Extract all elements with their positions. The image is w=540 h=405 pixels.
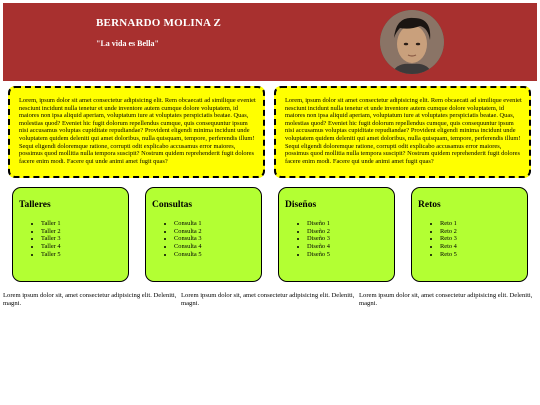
list-item: • Consulta 5	[174, 251, 257, 259]
card-talleres	[12, 187, 129, 282]
list-item: • Diseño 5	[307, 251, 390, 259]
avatar	[380, 10, 444, 74]
card-list	[152, 220, 257, 259]
list-item: • Consulta 1	[174, 220, 257, 228]
avatar-photo	[380, 10, 444, 74]
list-item: • Taller 1	[41, 220, 124, 228]
list-item: • Taller 3	[41, 235, 124, 243]
card-list	[285, 220, 390, 259]
list-item: • Diseño 2	[307, 228, 390, 236]
card-disenos	[278, 187, 395, 282]
list-item: • Consulta 3	[174, 235, 257, 243]
intro-paragraph: Lorem, ipsum dolor sit amet consectetur adipisicing elit. Rem obcaecati ad similique eveniet nesciunt incidunt nulla tenetur et unde inventore autem cumque dolore voluptatem, id maiores non ipsa aliquid aperiam, voluptatum iure at voluptates perspiciatis beatae. Quas, molestias quod? Eveniet hic fugit dolorum repellendus cumque, quis consequuntur ipsum nisi accusamus voluptas cupiditate repudiandae? Provident eligendi minima incidunt unde voluptatem quidem deleniti qui amet doloribus, nulla quisquam, tempore, perferendis illum! Sequi eligendi doloremque ratione, corrupti odit explicabo accusamus error maiores, possimus quod mollitia nulla tempora suscipit? Nostrum quidem reprehenderit fugit dolores facere enim modi. Facere qui unde animi amet fugit quas?	[19, 97, 256, 165]
list-item: • Diseño 1	[307, 220, 390, 228]
footer-text-2: Lorem ipsum dolor sit, amet consectetur adipisicing elit. Deleniti, magni.	[181, 292, 355, 307]
profile-motto: "La vida es Bella"	[96, 39, 159, 48]
list-item: • Reto 5	[440, 251, 523, 259]
list-item: • Diseño 4	[307, 243, 390, 251]
card-list	[418, 220, 523, 259]
footer-text-1: Lorem ipsum dolor sit, amet consectetur adipisicing elit. Deleniti, magni.	[3, 292, 177, 307]
card-title: Diseños	[285, 200, 317, 210]
list-item: • Consulta 4	[174, 243, 257, 251]
intro-text-box-left	[8, 86, 265, 178]
card-consultas	[145, 187, 262, 282]
list-item: • Diseño 3	[307, 235, 390, 243]
list-item: • Reto 4	[440, 243, 523, 251]
list-item: • Taller 5	[41, 251, 124, 259]
card-retos	[411, 187, 528, 282]
intro-text-box-right	[274, 86, 531, 178]
card-title: Retos	[418, 200, 441, 210]
card-title: Consultas	[152, 200, 193, 210]
list-item: • Taller 2	[41, 228, 124, 236]
card-list	[19, 220, 124, 259]
list-item: • Taller 4	[41, 243, 124, 251]
footer-text-3: Lorem ipsum dolor sit, amet consectetur adipisicing elit. Deleniti, magni.	[359, 292, 533, 307]
intro-paragraph: Lorem, ipsum dolor sit amet consectetur adipisicing elit. Rem obcaecati ad similique eveniet nesciunt incidunt nulla tenetur et unde inventore autem cumque dolore voluptatem, id maiores non ipsa aliquid aperiam, voluptatum iure at voluptates perspiciatis beatae. Quas, molestias quod? Eveniet hic fugit dolorum repellendus cumque, quis consequuntur ipsum nisi accusamus voluptas cupiditate repudiandae? Provident eligendi minima incidunt unde voluptatem quidem deleniti qui amet doloribus, nulla quisquam, tempore, perferendis illum! Sequi eligendi doloremque ratione, corrupti odit explicabo accusamus error maiores, possimus quod mollitia nulla tempora suscipit? Nostrum quidem reprehenderit fugit dolores facere enim modi. Facere qui unde animi amet fugit quas?	[285, 97, 522, 165]
profile-name: BERNARDO MOLINA Z	[96, 17, 222, 29]
list-item: • Consulta 2	[174, 228, 257, 236]
profile-header	[3, 3, 537, 81]
list-item: • Reto 1	[440, 220, 523, 228]
list-item: • Reto 2	[440, 228, 523, 236]
card-title: Talleres	[19, 200, 51, 210]
list-item: • Reto 3	[440, 235, 523, 243]
